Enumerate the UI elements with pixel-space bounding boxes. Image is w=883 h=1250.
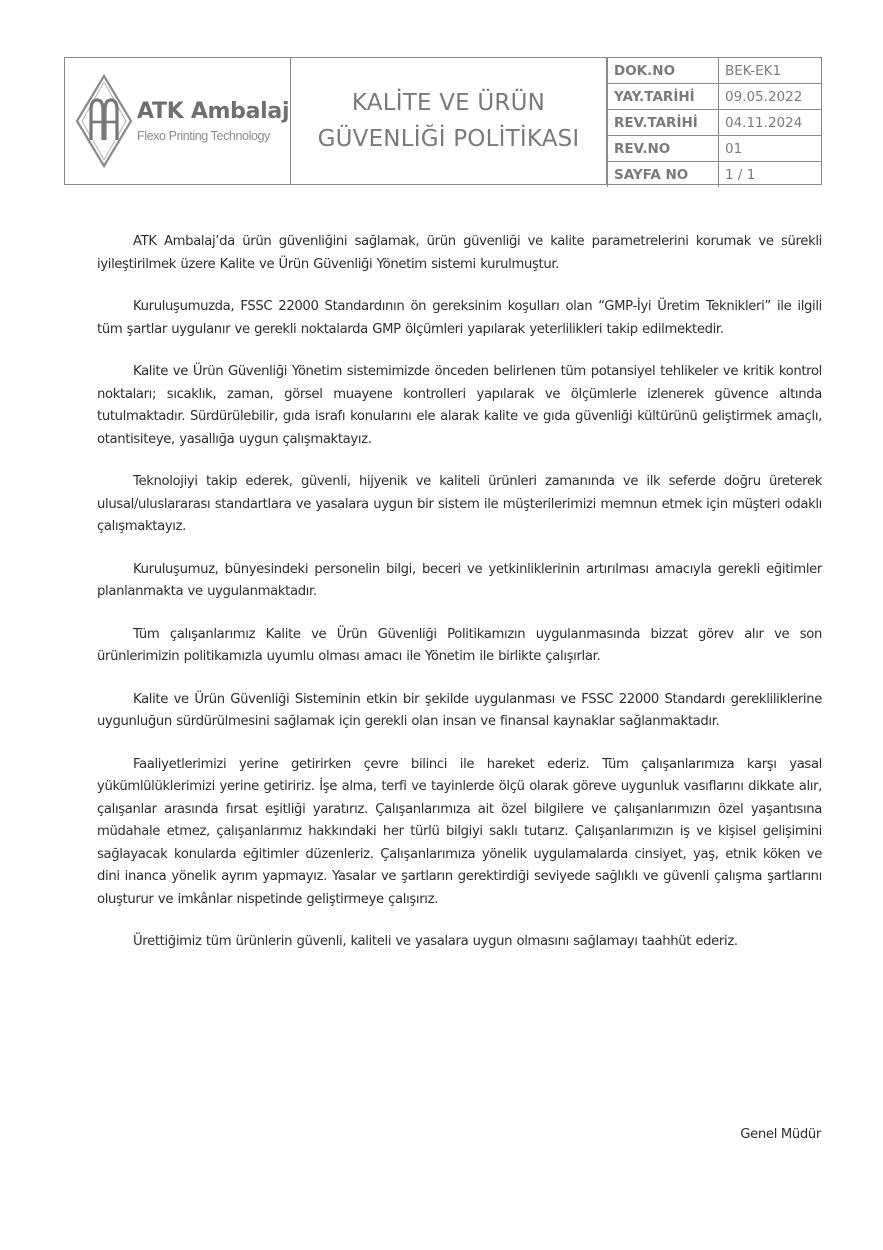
paragraph-4: Teknolojiyi takip ederek, güvenli, hijyenik ve kaliteli ürünleri zamanında ve ilk seferde doğru üreterek ulusal/uluslararası standartlara ve yasalara uygun bir sistem ile müşterilerimizi memnun etmek için müşteri odaklı çalışmaktayız. (97, 474, 822, 534)
paragraph-8: Faaliyetlerimizi yerine getirirken çevre bilinci ile hareket ederiz. Tüm çalışanlarımıza karşı yasal yükümlülüklerimizi yerine getiririz. İşe alma, terfi ve tayinlerde ölçü olarak göreve uygunluk vasıflarını dikkate alır, çalışanlar arasında fırsat eşitliği yaratırız. Çalışanlarımıza ait özel bilgilere ve çalışanlarımızın özel yaşantısına müdahale etmez, çalışanlarımız hakkındaki her türlü bilgiyi saklı tutarız. Çalışanlarımızın iş ve kişisel gelişimini sağlayacak konularda eğitimler düzenleriz. Çalışanlarımıza yönelik uygulamalarda cinsiyet, yaş, etnik köken ve dini inanca yönelik ayrım yapmayız. Yasalar ve şartların gerektirdiği seviyede sağlıklı ve güvenli çalışma şartlarını oluşturur ve imkânlar nispetinde geliştirmeye çalışırız. (97, 756, 822, 907)
meta-label: DOK.NO (608, 58, 719, 84)
document-title (291, 58, 607, 184)
meta-row-page-no (608, 162, 822, 188)
paragraph-3: Kalite ve Ürün Güvenliği Yönetim sistemimizde önceden belirlenen tüm potansiyel tehlikeler ve kritik kontrol noktaları; sıcaklık, zaman, görsel muayene kontrolleri yapılarak ve ölçümlerle izlenerek güvence altında tutulmaktadır. Sürdürülebilir, gıda israfı konularını ele alarak kalite ve gıda güvenliği kültürünü geliştirmek amaçlı, otantisiteye, yasallığa uygun çalışmaktayız. (97, 364, 822, 447)
paragraph-6: Tüm çalışanlarımız Kalite ve Ürün Güvenliği Politikamızın uygulanmasında bizzat görev alır ve son ürünlerimizin politikamızla uyumlu olması amacı ile Yönetim ile birlikte çalışırlar. (97, 626, 822, 664)
aa-diamond-logo-icon (75, 74, 133, 168)
signature: Genel Müdür (740, 1127, 821, 1142)
meta-label: YAY.TARİHİ (608, 84, 719, 110)
logo-cell (65, 58, 291, 184)
paragraph-2: Kuruluşumuzda, FSSC 22000 Standardının ön gereksinim koşulları olan “GMP-İyi Üretim Teknikleri” ile ilgili tüm şartlar uygulanır ve gerekli noktalarda GMP ölçümleri yapılarak yeterlilikleri takip edilmektedir. (97, 299, 822, 337)
title-line-1: KALİTE VE ÜRÜN (351, 90, 546, 116)
meta-value: 09.05.2022 (719, 84, 822, 110)
paragraph-7: Kalite ve Ürün Güvenliği Sisteminin etkin bir şekilde uygulanması ve FSSC 22000 Standardı gerekliliklerine uygunluğun sürdürülmesini sağlamak için gerekli olan insan ve finansal kaynaklar sağlanmaktadır. (97, 691, 822, 729)
document-meta (607, 58, 821, 184)
document-header (64, 57, 822, 185)
meta-value: 1 / 1 (719, 162, 822, 188)
meta-label: SAYFA NO (608, 162, 719, 188)
meta-value: BEK-EK1 (719, 58, 822, 84)
meta-value: 01 (719, 136, 822, 162)
meta-row-publish-date (608, 84, 822, 110)
company-tagline: Flexo Printing Technology (137, 129, 270, 143)
meta-row-doc-no (608, 58, 822, 84)
policy-body (97, 231, 822, 974)
paragraph-1: ATK Ambalaj’da ürün güvenliğini sağlamak, ürün güvenliği ve kalite parametrelerini korumak ve sürekli iyileştirilmek üzere Kalite ve Ürün Güvenliği Yönetim sistemi kurulmuştur. (97, 234, 822, 272)
meta-row-revision-no (608, 136, 822, 162)
title-line-2: GÜVENLİĞİ POLİTİKASI (317, 126, 580, 152)
paragraph-9: Ürettiğimiz tüm ürünlerin güvenli, kaliteli ve yasalara uygun olmasını sağlamayı taahhüt ederiz. (133, 934, 738, 949)
meta-table (607, 58, 821, 187)
meta-value: 04.11.2024 (719, 110, 822, 136)
company-name: ATK Ambalaj (137, 99, 290, 124)
meta-row-revision-date (608, 110, 822, 136)
paragraph-5: Kuruluşumuz, bünyesindeki personelin bilgi, beceri ve yetkinliklerinin artırılması amacıyla gerekli eğitimler planlanmakta ve uygulanmaktadır. (97, 561, 822, 599)
meta-label: REV.NO (608, 136, 719, 162)
meta-label: REV.TARİHİ (608, 110, 719, 136)
